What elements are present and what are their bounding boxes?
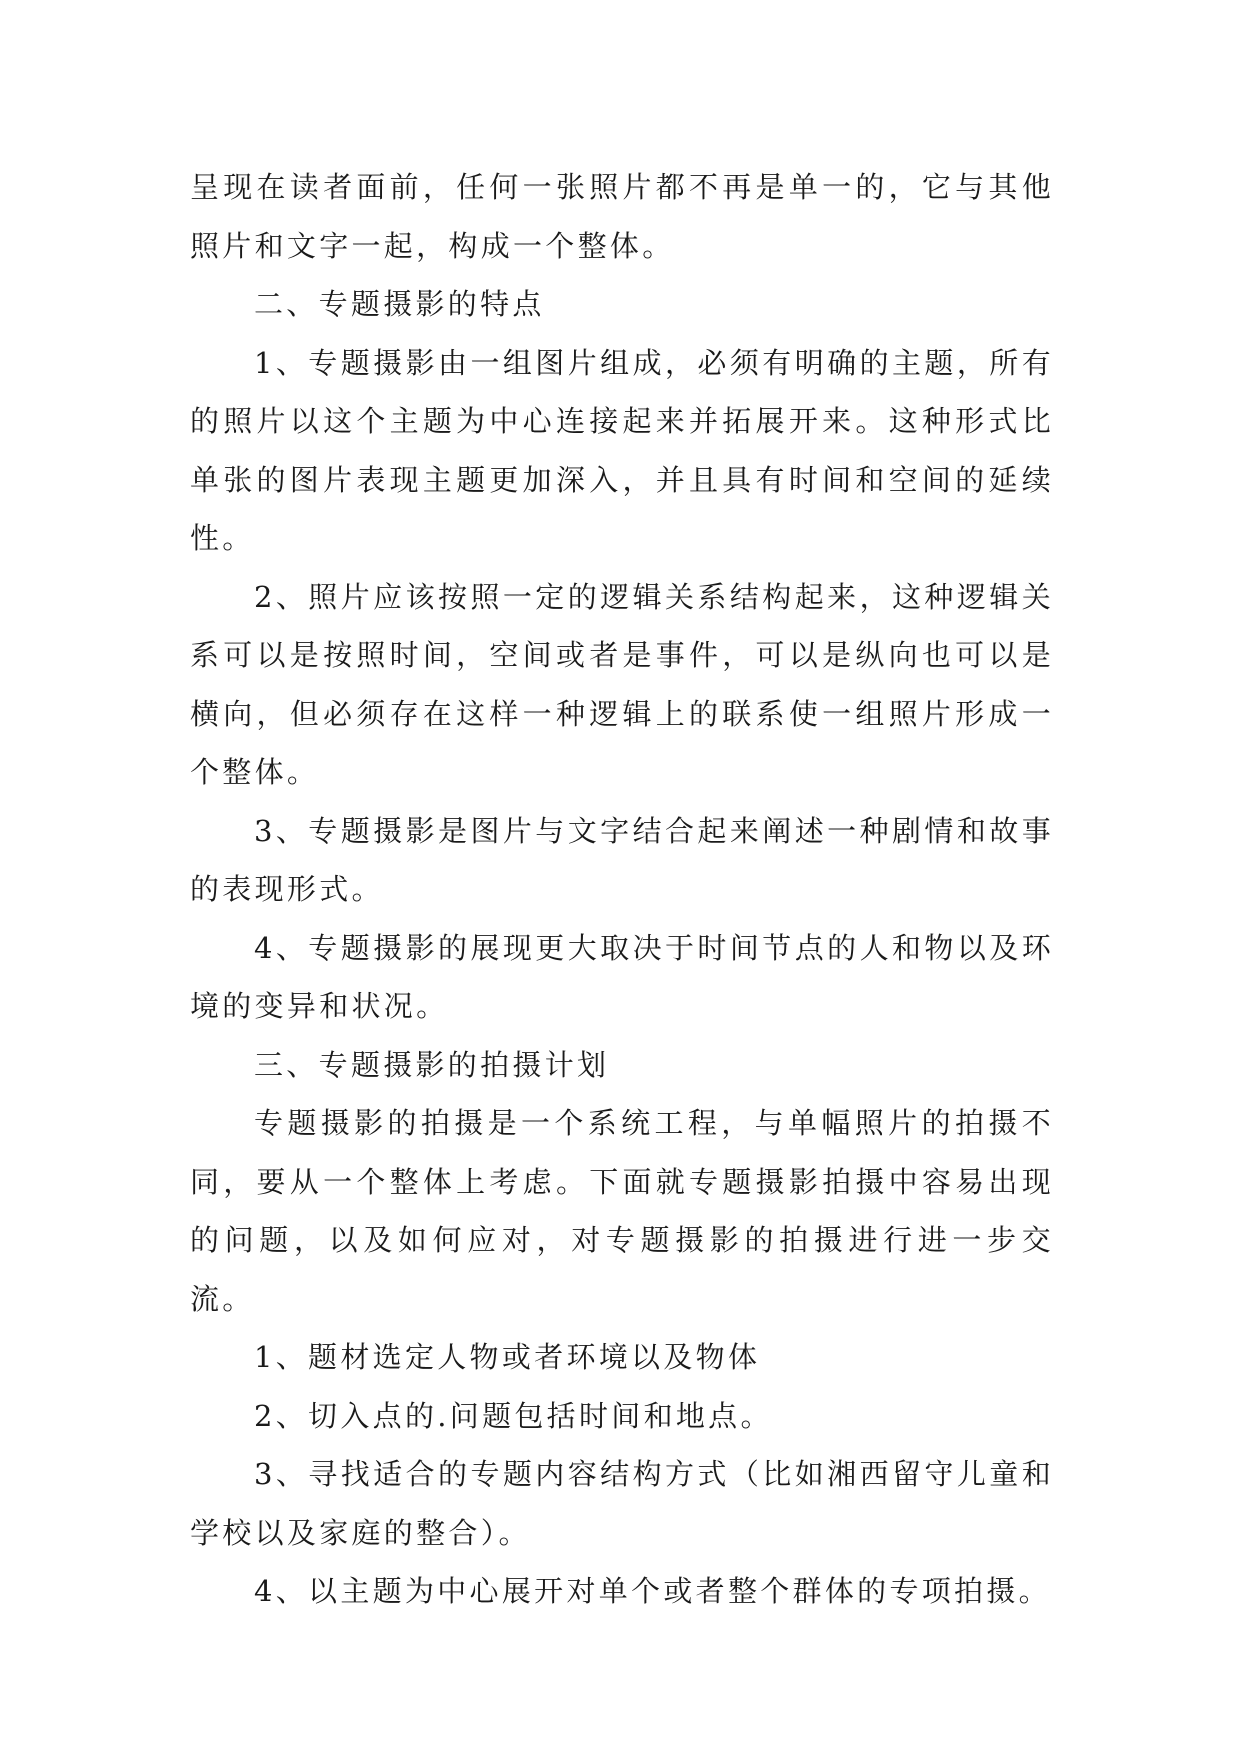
paragraph-continuation: 呈现在读者面前，任何一张照片都不再是单一的，它与其他照片和文字一起，构成一个整体。 [190, 170, 1054, 263]
paragraph-plan-3: 3、寻找适合的专题内容结构方式（比如湘西留守儿童和学校以及家庭的整合）。 [190, 1457, 1054, 1550]
paragraph-feature-4: 4、专题摄影的展现更大取决于时间节点的人和物以及环境的变异和状况。 [190, 930, 1054, 1023]
paragraph-plan-intro: 专题摄影的拍摄是一个系统工程，与单幅照片的拍摄不同，要从一个整体上考虑。下面就专题摄影拍摄中容易出现的问题，以及如何应对，对专题摄影的拍摄进行进一步交流。 [190, 1106, 1054, 1316]
paragraph-plan-4: 4、以主题为中心展开对单个或者整个群体的专项拍摄。 [254, 1574, 1051, 1608]
paragraph-feature-3: 3、专题摄影是图片与文字结合起来阐述一种剧情和故事的表现形式。 [190, 813, 1054, 906]
paragraph-plan-1: 1、题材选定人物或者环境以及物体 [254, 1340, 761, 1374]
paragraph-plan-2: 2、切入点的.问题包括时间和地点。 [254, 1398, 773, 1433]
section-heading-3: 三、专题摄影的拍摄计划 [254, 1047, 610, 1082]
paragraph-feature-1: 1、专题摄影由一组图片组成，必须有明确的主题，所有的照片以这个主题为中心连接起来并拓展开来。这种形式比单张的图片表现主题更加深入，并且具有时间和空间的延续性。 [190, 345, 1054, 555]
paragraph-feature-2: 2、照片应该按照一定的逻辑关系结构起来，这种逻辑关系可以是按照时间，空间或者是事件，可以是纵向也可以是横向，但必须存在这样一种逻辑上的联系使一组照片形成一个整体。 [190, 579, 1054, 789]
section-heading-2: 二、专题摄影的特点 [254, 287, 545, 321]
document-body [190, 158, 1054, 1621]
